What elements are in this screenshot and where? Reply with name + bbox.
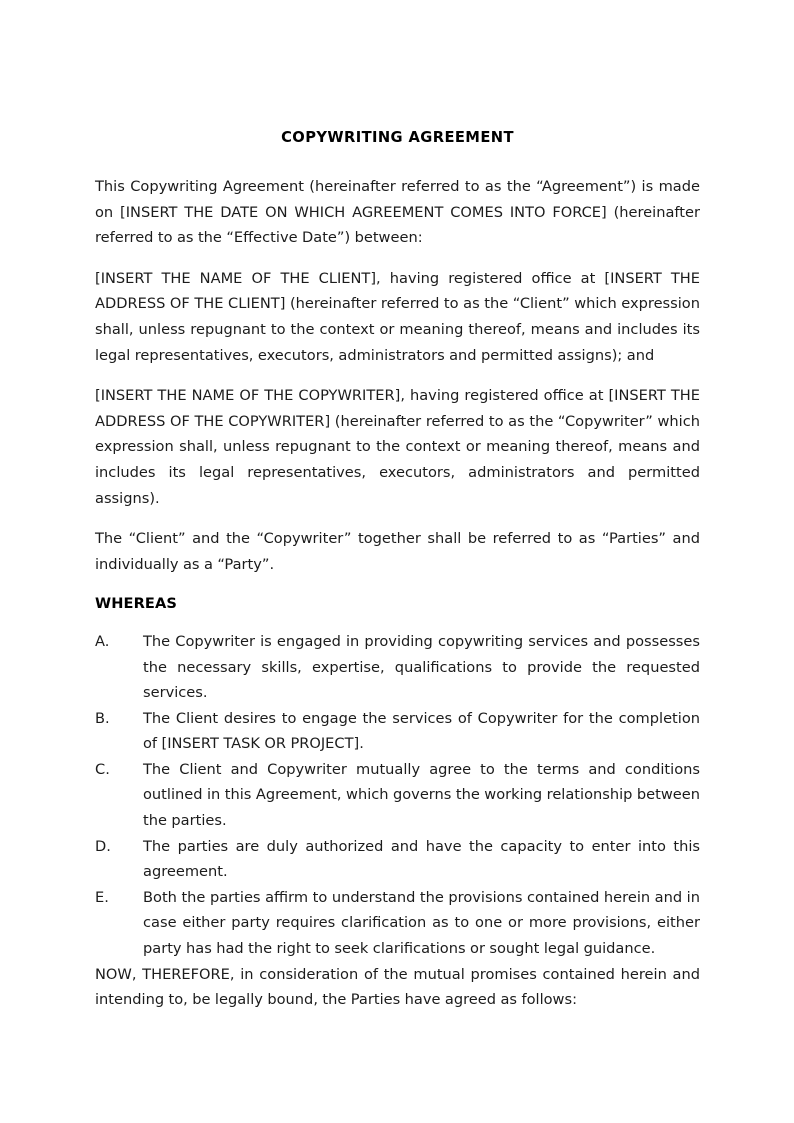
list-item — [95, 629, 700, 706]
list-item-text: The Copywriter is engaged in providing copywriting services and possesses the necessary skills, expertise, qualifications to provide the requested services. — [143, 632, 700, 702]
paragraph-recital-intro: This Copywriting Agreement (hereinafter referred to as the “Agreement”) is made on [INSERT THE DATE ON WHICH AGREEMENT COMES INTO FORCE] (hereinafter referred to as the “Effective Date”) between: — [95, 178, 700, 247]
list-item-marker: A. — [95, 632, 110, 650]
list-item — [95, 834, 700, 885]
list-item — [95, 757, 700, 834]
list-item-marker: C. — [95, 760, 110, 778]
document-body — [95, 128, 700, 1028]
page-title: COPYWRITING AGREEMENT — [281, 129, 514, 146]
paragraph-now-therefore: NOW, THEREFORE, in consideration of the mutual promises contained herein and intending to, be legally bound, the Parties have agreed as follows: — [95, 965, 700, 1009]
list-item-text: Both the parties affirm to understand the provisions contained herein and in case either party requires clarification as to one or more provisions, either party has had the right to seek clarifications or sought legal guidance. — [143, 888, 700, 958]
list-item-marker: B. — [95, 709, 110, 727]
paragraph-copywriter-party: [INSERT THE NAME OF THE COPYWRITER], having registered office at [INSERT THE ADDRESS OF THE COPYWRITER] (hereinafter referred to as the “Copywriter” which expression shall, unless repugnant to the context or meaning thereof, means and includes its legal representatives, executors, administrators and permitted assigns). — [95, 387, 700, 507]
list-item-text: The Client desires to engage the services of Copywriter for the completion of [INSERT TASK OR PROJECT]. — [143, 709, 700, 753]
list-item-marker: D. — [95, 837, 111, 855]
whereas-heading: WHEREAS — [95, 595, 177, 613]
recitals-list — [95, 629, 700, 962]
list-item-text: The Client and Copywriter mutually agree to the terms and conditions outlined in this Agreement, which governs the working relationship between the parties. — [143, 760, 700, 830]
list-item-marker: E. — [95, 888, 109, 906]
paragraph-client-party: [INSERT THE NAME OF THE CLIENT], having registered office at [INSERT THE ADDRESS OF THE CLIENT] (hereinafter referred to as the “Client” which expression shall, unless repugnant to the context or meaning thereof, means and includes its legal representatives, executors, administrators and permitted assigns); and — [95, 269, 700, 364]
list-item — [95, 885, 700, 962]
list-item — [95, 706, 700, 757]
paragraph-parties-definition: The “Client” and the “Copywriter” together shall be referred to as “Parties” and individually as a “Party”. — [95, 530, 700, 573]
list-item-text: The parties are duly authorized and have the capacity to enter into this agreement. — [143, 837, 700, 881]
